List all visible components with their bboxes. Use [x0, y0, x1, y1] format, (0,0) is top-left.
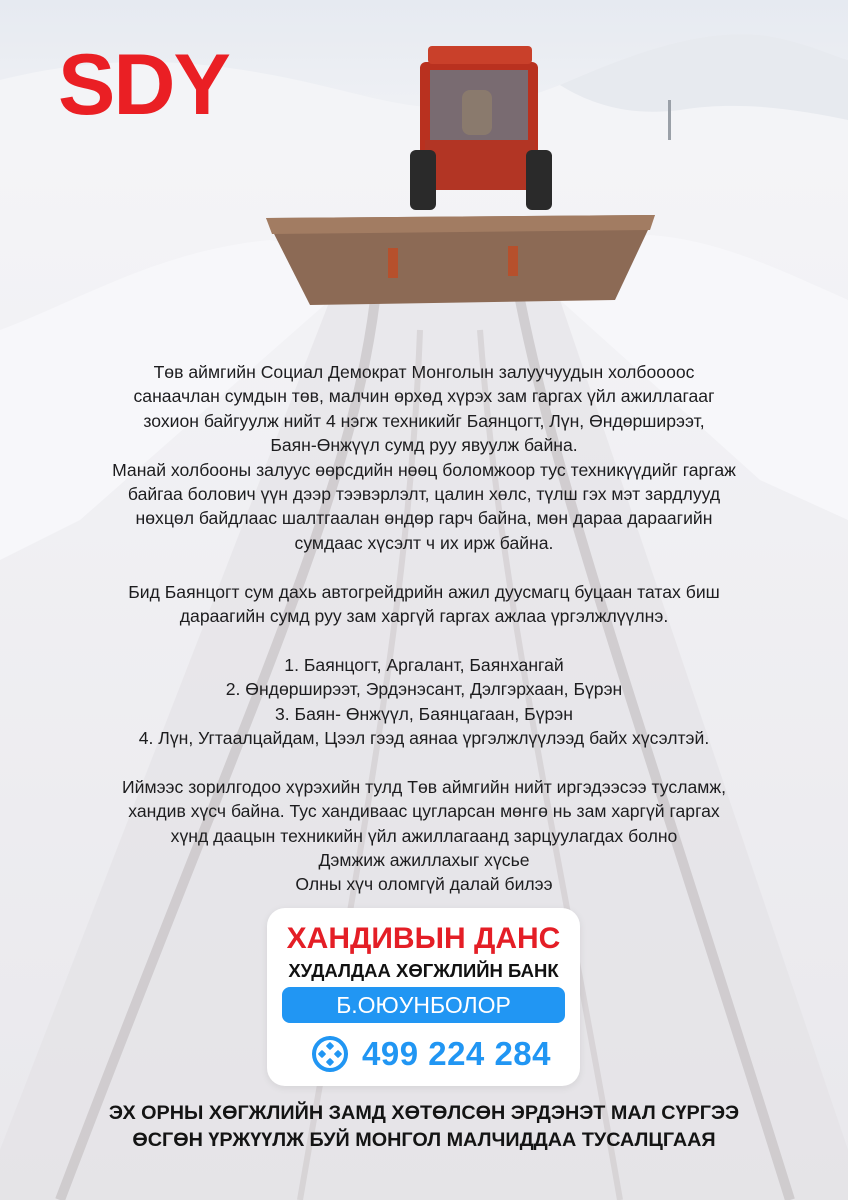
paragraph-line: дараагийн сумд руу зам харгүй гаргах ажлаа үргэлжлүүлнэ. [179, 606, 669, 627]
paragraph-line: Манай холбооны залуус өөрсдийн нөөц боломжоор тус техникүүдийг гаргаж [112, 459, 736, 480]
paragraph-line: Дэмжиж ажиллахыг хүсье [318, 850, 530, 871]
sdy-logo: SDY [58, 37, 229, 133]
paragraph-line: нөхцөл байдлаас шалтгаалан өндөр гарч байна, мөн дараа дараагийн [135, 508, 713, 529]
donation-title: ХАНДИВЫН ДАНС [286, 922, 561, 955]
paragraph-line: хандив хүсч байна. Тус хандиваас цугларсан мөнгө нь зам харгүй гаргах [128, 801, 720, 822]
account-number: 499 224 284 [361, 1035, 551, 1072]
paragraph-line: санаачлан сумдын төв, малчин өрхөд хүрэх зам гаргах үйл ажиллагааг [133, 386, 715, 407]
paragraph-line: Бид Баянцогт сум дахь автогрейдрийн ажил дуусмагц буцаан татах биш [128, 581, 720, 602]
route-item: 4. Лүн, Угтаалцайдам, Цээл гээд аянаа үргэлжлүүлээд байх хүсэлтэй. [138, 728, 710, 749]
paragraph-line: Төв аймгийн Социал Демократ Монголын залуучуудын холбоооос [153, 362, 695, 382]
paragraph-line: Баян-Өнжүүл сумд руу явуулж байна. [270, 435, 578, 456]
account-number-row [291, 1034, 570, 1074]
bank-name: ХУДАЛДАА ХӨГЖЛИЙН БАНК [288, 960, 559, 981]
slogan-line: ӨСГӨН ҮРЖҮҮЛЖ БУЙ МОНГОЛ МАЛЧИДДАА ТУСАЛЦГААЯ [132, 1129, 716, 1151]
paragraph-line: зохион байгуулж нийт 4 нэгж техникийг Баянцогт, Лүн, Өндөрширээт, [143, 410, 705, 431]
body-text [66, 360, 782, 897]
paragraph-line: байгаа болович үүн дээр тээвэрлэлт, цалин хөлс, түлш гэх мэт зардлууд [127, 484, 721, 505]
slogan [20, 1100, 828, 1154]
slogan-line: ЭХ ОРНЫ ХӨГЖЛИЙН ЗАМД ХӨТӨЛСӨН ЭРДЭНЭТ МАЛ СҮРГЭЭ [108, 1102, 740, 1124]
paragraph-line: Иймээс зорилгодоо хүрэхийн тулд Төв аймгийн нийт иргэдээсээ тусламж, [122, 776, 726, 797]
route-item: 1. Баянцогт, Аргалант, Баянхангай [284, 654, 564, 675]
paragraph-line: Олны хүч оломгүй далай билээ [295, 874, 553, 895]
account-holder-badge: Б.ОЮУНБОЛОР [282, 987, 565, 1023]
route-item: 2. Өндөрширээт, Эрдэнэсант, Дэлгэрхаан, Бүрэн [225, 679, 623, 700]
donation-card [267, 908, 580, 1086]
tdb-bank-logo-icon [310, 1034, 350, 1074]
paragraph-line: хүнд даацын техникийн үйл ажиллагаанд зарцуулагдах болно [170, 825, 678, 846]
paragraph-line: сумдаас хүсэлт ч их ирж байна. [294, 532, 554, 553]
route-item: 3. Баян- Өнжүүл, Баянцагаан, Бүрэн [274, 703, 574, 724]
